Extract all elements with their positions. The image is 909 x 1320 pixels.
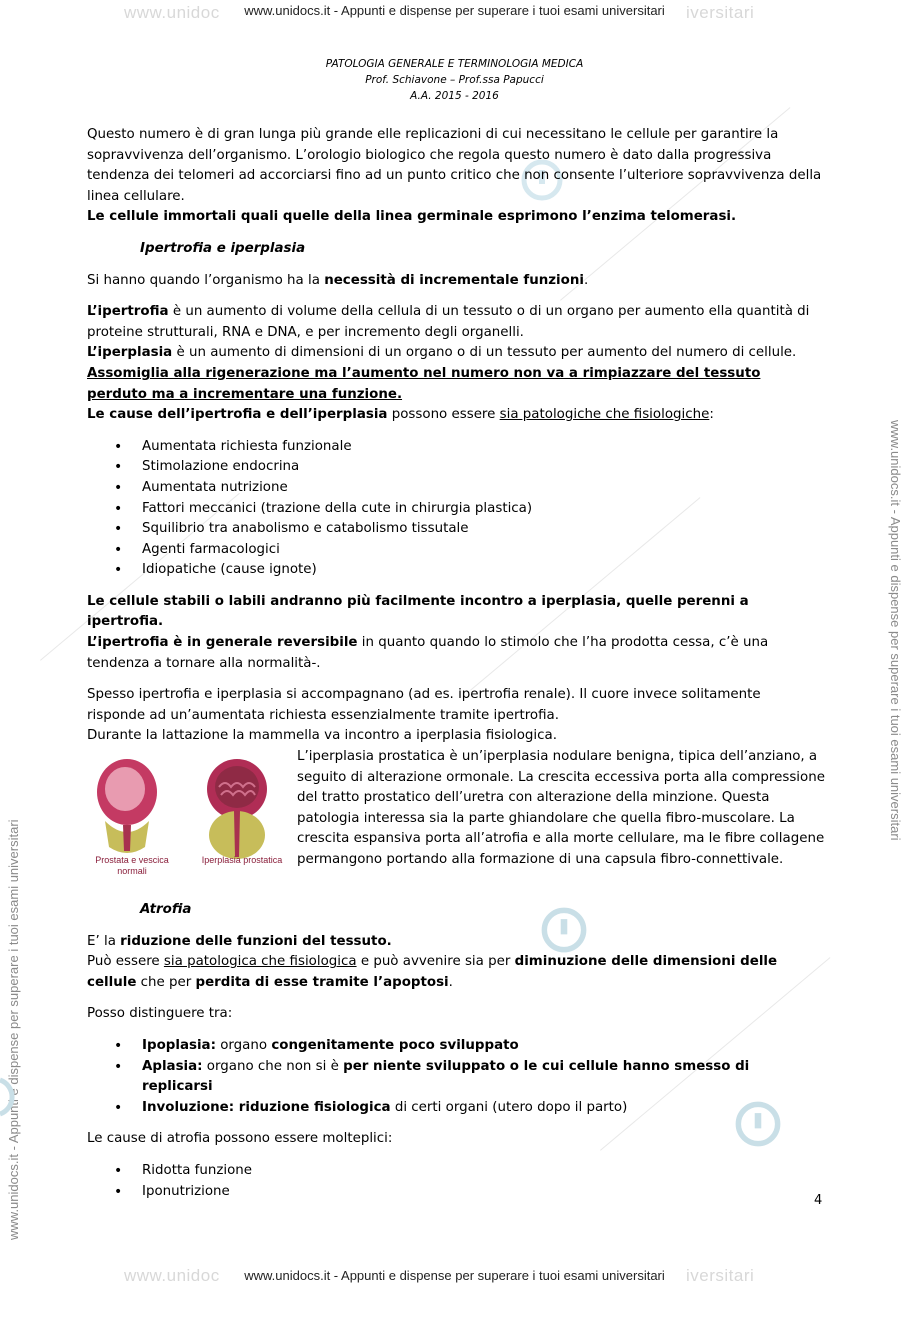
watermark-ghost-right: iversitari [686, 3, 755, 22]
normal-prostate-image [97, 759, 157, 853]
text-fragment: sia patologiche che fisiologiche [499, 407, 710, 423]
cause-list [87, 437, 822, 581]
paragraph-iperplasia-def [87, 343, 822, 364]
term-ipertrofia: L’ipertrofia [87, 304, 169, 320]
paragraph-prostata: L’iperplasia prostatica è un’iperplasia nodulare benigna, tipica dell’anziano, a seguito di alterazione ormonale. La crescita eccessiva porta alla compressione del tratto prostatico dell’uretra con alterazione della minzione. Questa patologia interessa sia la parte ghiandolare che quella fibro-muscolare. La crescita espansiva porta all’atrofia e alla morte cellulare, ma le fibre collagene permangono portando alla formazione di una capsula fibro-connettivale. [297, 749, 825, 867]
caption-line: normali [117, 866, 147, 877]
text-fragment: e può avvenire sia per [356, 954, 515, 970]
list-item: • Idiopatiche (cause ignote) [87, 560, 822, 581]
section-heading-ipertrofia: Ipertrofia e iperplasia [140, 240, 306, 256]
watermark-top: www.unidocs.it - Appunti e dispense per superare i tuoi esami universitari [244, 3, 665, 18]
unidocs-logo-icon [0, 1074, 26, 1120]
text-fragment: in quanto quando lo stimolo che l’ha prodotta cessa, c’è una tendenza a tornare alla normalità-. [87, 635, 769, 671]
watermark-ghost-left: www.unidoc [124, 3, 220, 22]
list-item-aplasia [87, 1057, 822, 1098]
text-fragment: Involuzione: riduzione fisiologica [142, 1099, 391, 1115]
list-item: • Squilibrio tra anabolismo e catabolismo tissutale [87, 519, 822, 540]
text-fragment: riduzione delle funzioni del tessuto. [120, 933, 392, 949]
text-fragment: organo [215, 1038, 272, 1053]
paragraph-rigenerazione: Assomiglia alla rigenerazione ma l’aumento nel numero non va a rimpiazzare del tessuto perduto ma a incrementare una funzione. [87, 365, 761, 402]
paragraph-atrofia-tipo [87, 952, 822, 993]
paragraph-telomerasi: Le cellule immortali quali quelle della linea germinale esprimono l’enzima telomerasi. [87, 209, 737, 225]
hyperplasia-prostate-image [207, 759, 267, 859]
text-fragment: . [448, 974, 453, 990]
text-fragment: Si hanno quando l’organismo ha la [87, 272, 325, 288]
paragraph-atrofia-def [87, 932, 822, 953]
watermark-side-left: www.unidocs.it - Appunti e dispense per superare i tuoi esami universitari [6, 819, 21, 1240]
list-item: • Ridotta funzione [87, 1161, 822, 1182]
watermark-side-right: www.unidocs.it - Appunti e dispense per superare i tuoi esami universitari [888, 420, 903, 841]
text-fragment: possono essere [387, 407, 500, 423]
list-item: • Aumentata nutrizione [87, 478, 822, 499]
text-fragment: Può essere [87, 954, 164, 970]
text-fragment: Ipoplasia: [142, 1038, 216, 1053]
list-item: • Stimolazione endocrina [87, 457, 822, 478]
caption-line: Prostata e vescica [95, 855, 169, 866]
paragraph-intro [87, 271, 822, 292]
paragraph-distinguere: Posso distinguere tra: [87, 1006, 233, 1022]
atrofia-types-list [87, 1036, 822, 1118]
paragraph-telomeri: Questo numero è di gran lunga più grande elle replicazioni di cui necessitano le cellule per garantire la sopravvivenza dell’organismo. L’orologio biologico che regola questo numero è dato dalla progressiva tendenza dei telomeri ad accorciarsi fino ad un punto critico che non consente l’ulteriore sopravvivenza della linea cellulare. [87, 127, 822, 204]
text-fragment: L’ipertrofia è in generale reversibile [87, 635, 358, 651]
text-fragment: di certi organi (utero dopo il parto) [390, 1099, 628, 1115]
paragraph-ipertrofia-def [87, 302, 822, 343]
term-iperplasia: L’iperplasia [87, 345, 173, 361]
text-fragment: diminuzione delle dimensioni delle cellule [87, 954, 778, 990]
list-item: • Aumentata richiesta funzionale [87, 437, 822, 458]
paragraph-cause-atrofia: Le cause di atrofia possono essere molteplici: [87, 1131, 393, 1147]
document-body [87, 125, 825, 1202]
paragraph-reversibile [87, 633, 822, 674]
list-item-involuzione [87, 1098, 822, 1119]
figure-caption-normal [92, 855, 172, 877]
figure-caption-hyperplasia: Iperplasia prostatica [201, 855, 283, 866]
list-item-ipoplasia [87, 1036, 822, 1057]
text-fragment: sia patologica che fisiologica [163, 954, 357, 970]
text-fragment: perdita di esse tramite l’apoptosi [195, 974, 449, 990]
text-fragment: : [709, 407, 714, 423]
header-course-title: PATOLOGIA GENERALE E TERMINOLOGIA MEDICA [325, 58, 584, 70]
paragraph-stabili: Le cellule stabili o labili andranno più facilmente incontro a iperplasia, quelle perenni a ipertrofia. [87, 593, 749, 630]
text-fragment: è un aumento di dimensioni di un organo o di un tessuto per aumento del numero di cellule. [172, 345, 797, 361]
text-fragment: Le cause dell’ipertrofia e dell’iperplasia [87, 407, 388, 423]
text-fragment: Aplasia: [142, 1058, 203, 1074]
text-fragment: E’ la [87, 933, 121, 949]
text-fragment: che per [136, 974, 196, 990]
text-fragment: . [583, 272, 589, 288]
list-item: • Iponutrizione [87, 1182, 822, 1203]
watermark-ghost-left-bottom: www.unidoc [124, 1266, 220, 1285]
watermark-bottom: www.unidocs.it - Appunti e dispense per superare i tuoi esami universitari [244, 1268, 665, 1283]
paragraph-lattazione: Durante la lattazione la mammella va incontro a iperplasia fisiologica. [87, 728, 557, 744]
list-item: • Fattori meccanici (trazione della cute in chirurgia plastica) [87, 499, 822, 520]
text-fragment: per niente sviluppato o le cui cellule hanno smesso di replicarsi [142, 1058, 750, 1095]
paragraph-spesso: Spesso ipertrofia e iperplasia si accompagnano (ad es. ipertrofia renale). Il cuore invece solitamente risponde ad un’aumentata richiesta essenzialmente tramite ipertrofia. [87, 687, 761, 723]
page-number: 4 [814, 1193, 823, 1208]
text-fragment: è un aumento di volume della cellula di un tessuto o di un organo per aumento ella quantità di proteine strutturali, RNA e DNA, e per incremento degli organelli. [87, 304, 810, 340]
document-header [0, 56, 909, 104]
text-fragment: congenitamente poco sviluppato [271, 1038, 519, 1053]
text-fragment: necessità di incrementale funzioni [324, 272, 584, 288]
header-professors: Prof. Schiavone – Prof.ssa Papucci [365, 74, 544, 86]
cause-atrofia-list [87, 1161, 822, 1202]
prostate-figure-block [87, 747, 825, 889]
list-item: • Agenti farmacologici [87, 540, 822, 561]
section-heading-atrofia: Atrofia [140, 902, 192, 918]
paragraph-cause [87, 405, 822, 426]
text-fragment: organo che non si è [202, 1058, 344, 1074]
header-academic-year: A.A. 2015 - 2016 [410, 90, 499, 102]
watermark-ghost-right-bottom: iversitari [686, 1266, 755, 1285]
